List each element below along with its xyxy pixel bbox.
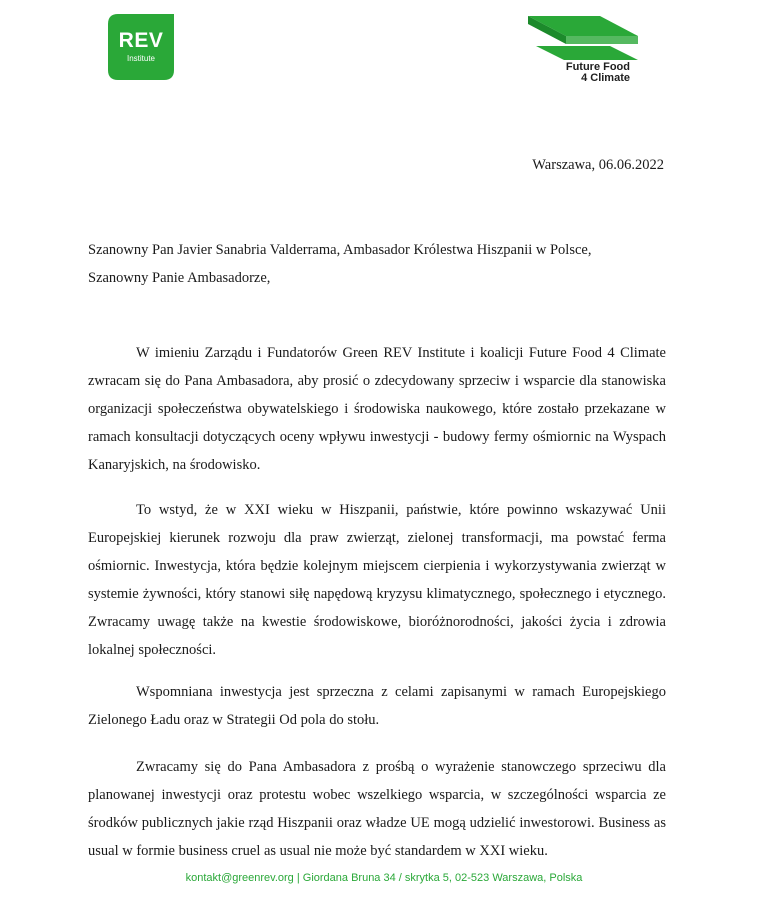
salutation xyxy=(88,236,591,292)
future-food-logo xyxy=(526,14,644,84)
rev-logo-subtitle: Institute xyxy=(126,54,155,63)
footer-contact: kontakt@greenrev.org | Giordana Bruna 34 / skrytka 5, 02-523 Warszawa, Polska xyxy=(185,872,583,884)
rev-institute-logo xyxy=(108,14,174,80)
rev-logo-title: REV xyxy=(118,29,164,52)
paragraph-3 xyxy=(88,678,666,734)
letter-date: Warszawa, 06.06.2022 xyxy=(532,157,664,173)
paragraph-text: To wstyd, że w XXI wieku w Hiszpanii, państwie, które powinno wskazywać Unii Europejskiej kierunek rozwoju dla praw zwierząt, zielonej transformacji, ma powstać ferma ośmiornic. Inwestycja, która będzie kolejnym miejscem cierpienia i wykorzystywania zwierząt w systemie żywności, który stanowi siłę napędową kryzysu klimatycznego, społecznego i etycznego. Zwracamy uwagę także na kwestie środowiskowe, bioróżnorodności, jakości życia i zdrowia lokalnej społeczności. xyxy=(88,502,666,658)
paragraph-1 xyxy=(88,339,666,479)
future-food-logo-line2: 4 Climate xyxy=(581,72,630,84)
paragraph-4 xyxy=(88,753,666,865)
salutation-line-greeting: Szanowny Panie Ambasadorze, xyxy=(88,270,271,286)
salutation-line-recipient: Szanowny Pan Javier Sanabria Valderrama, Ambasador Królestwa Hiszpanii w Polsce, xyxy=(88,242,592,258)
paragraph-text: W imieniu Zarządu i Fundatorów Green REV Institute i koalicji Future Food 4 Climate zwracam się do Pana Ambasadora, aby prosić o zdecydowany sprzeciw i wsparcie dla stanowiska organizacji społeczeństwa obywatelskiego i środowiska naukowego, które zostało przekazane w ramach konsultacji dotyczących oceny wpływu inwestycji - budowy fermy ośmiornic na Wyspach Kanaryjskich, na środowisko. xyxy=(88,345,666,473)
future-food-logo-line1: Future Food xyxy=(565,61,630,73)
paragraph-text: Zwracamy się do Pana Ambasadora z prośbą o wyrażenie stanowczego sprzeciwu dla planowanej inwestycji oraz protestu wobec wszelkiego wsparcia, w szczególności wsparcia ze środków publicznych jakie rząd Hiszpanii oraz władze UE mogą udzielić inwestorowi. Business as usual w formie business cruel as usual nie może być standardem w XXI wieku. xyxy=(88,759,666,859)
paragraph-2 xyxy=(88,496,666,664)
future-food-logo-shape xyxy=(526,14,644,62)
paragraph-text: Wspomniana inwestycja jest sprzeczna z celami zapisanymi w ramach Europejskiego Zielonego Ładu oraz w Strategii Od pola do stołu. xyxy=(88,684,666,728)
